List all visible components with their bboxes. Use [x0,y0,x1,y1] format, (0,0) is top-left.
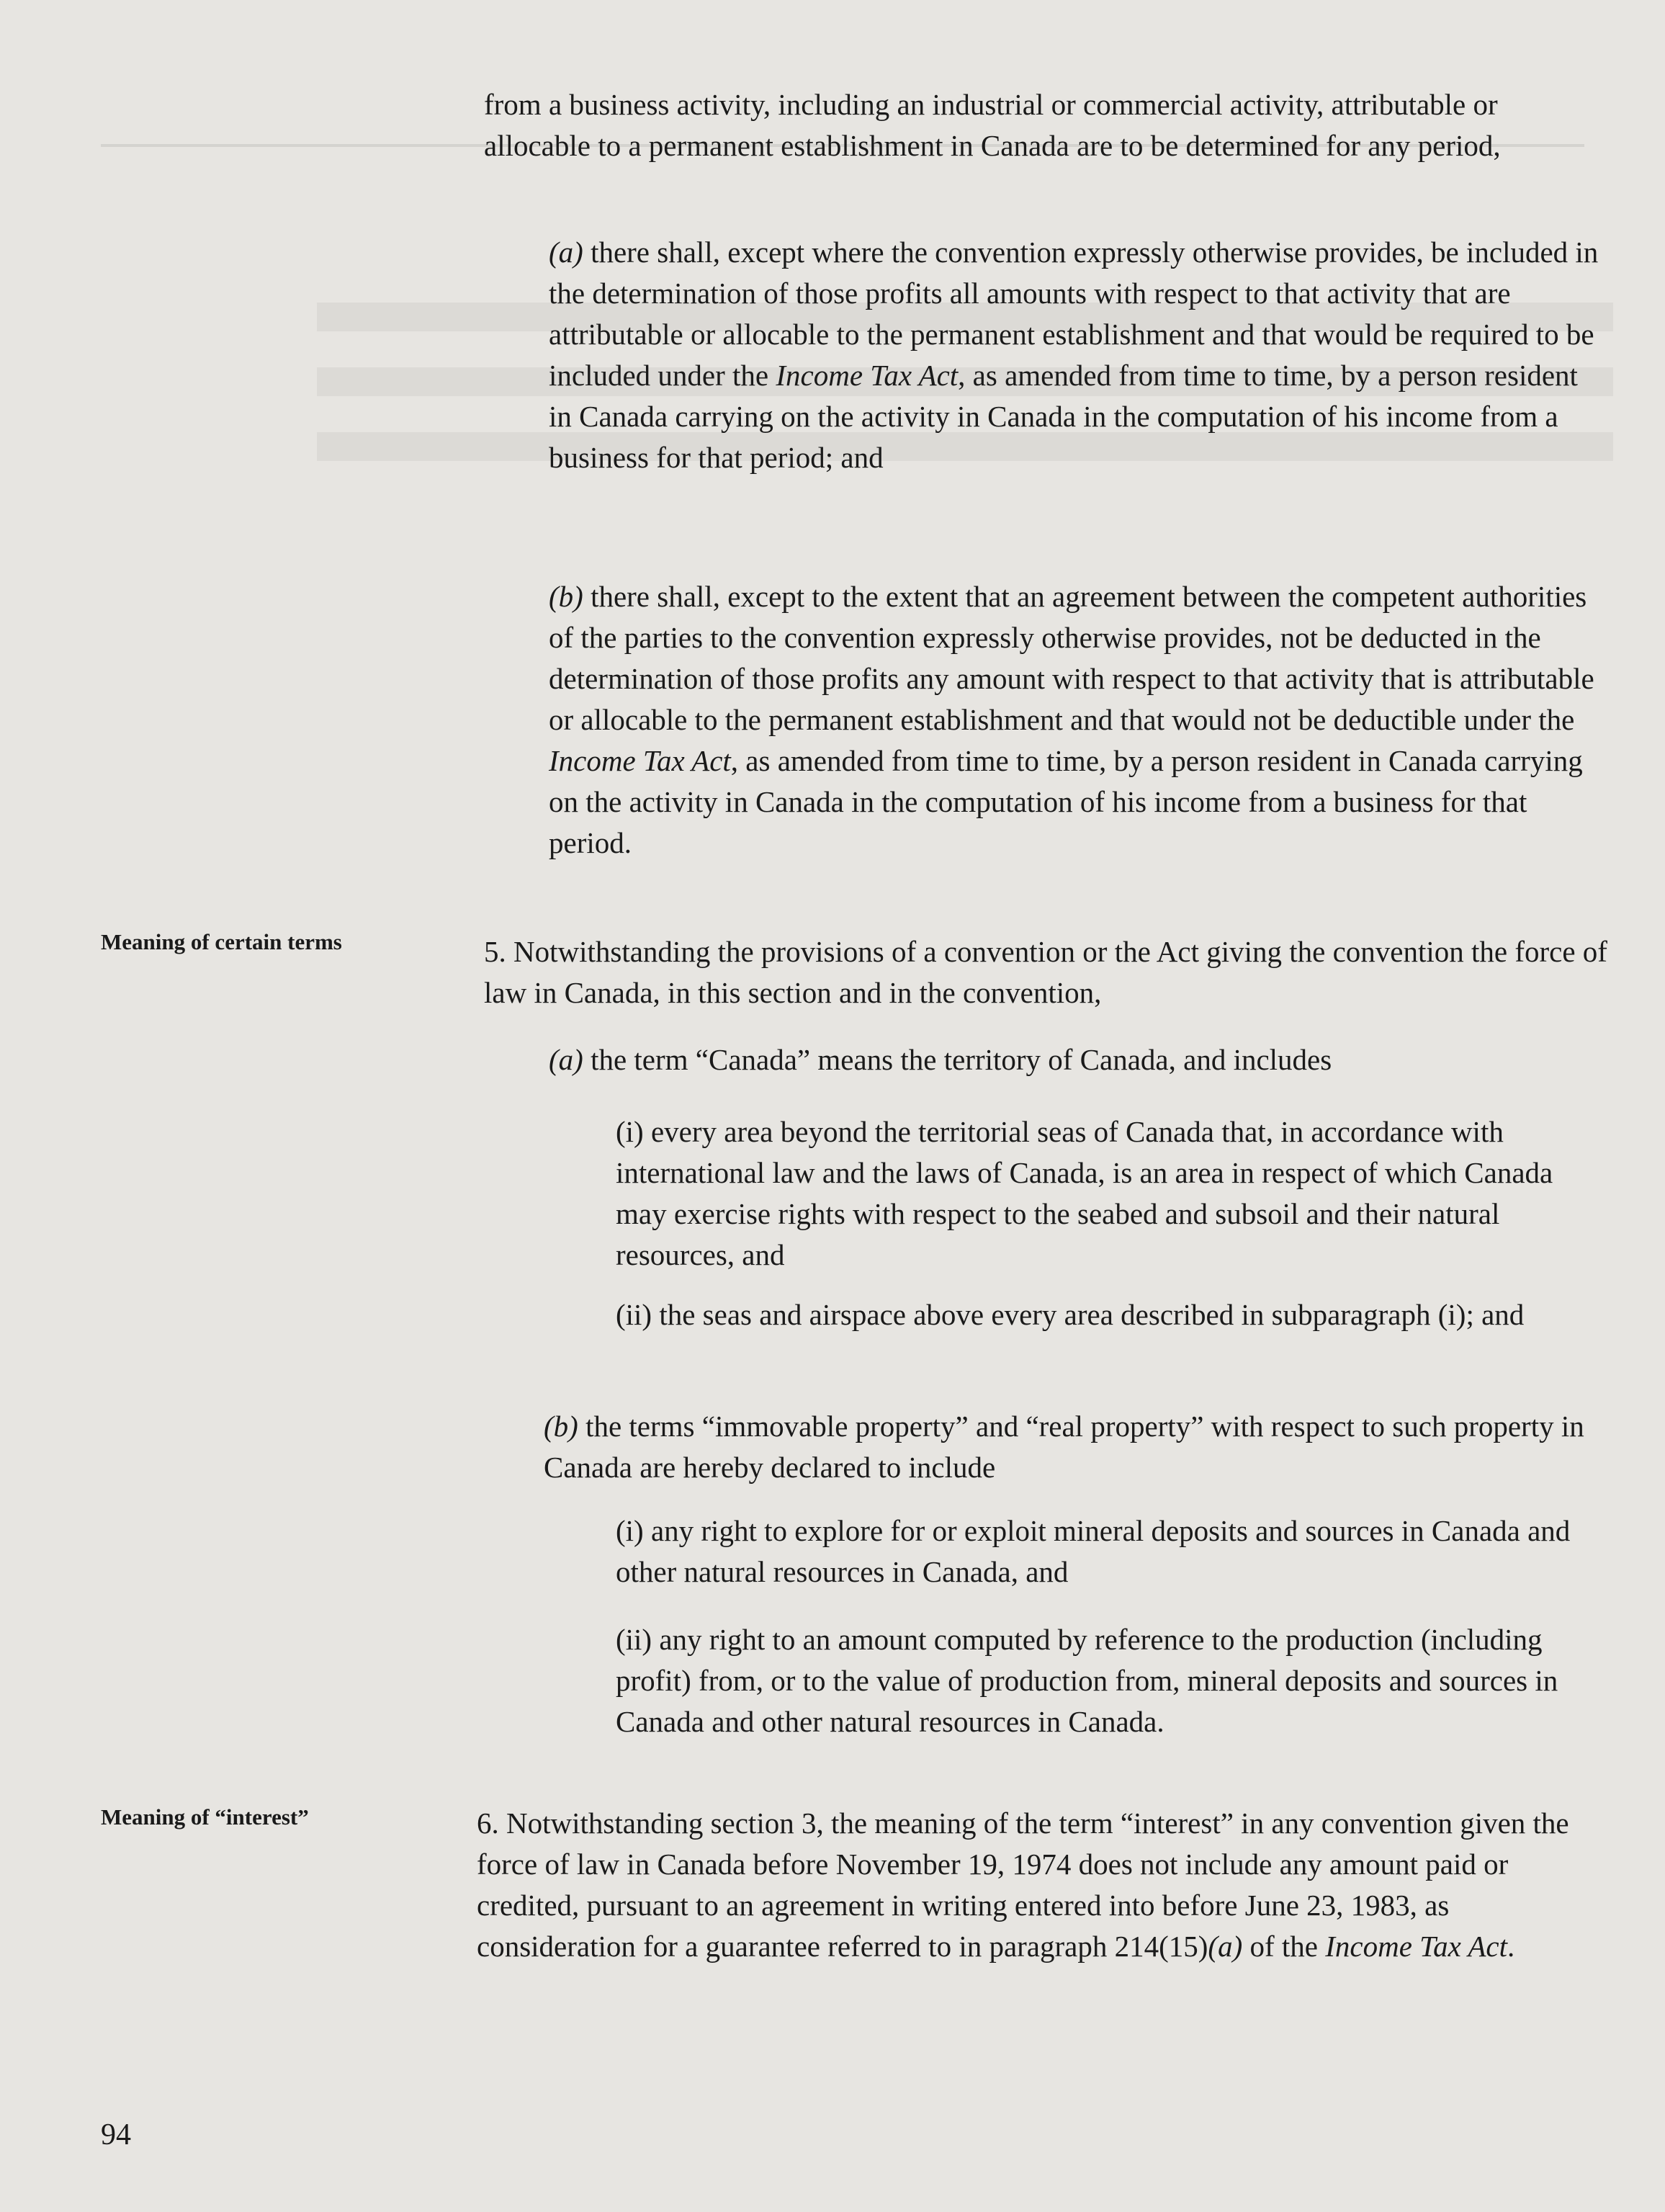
page-number: 94 [101,2118,131,2151]
paragraph-intro: from a business activity, including an industrial or commercial activity, attributable or allocable to a permanent establishment in Canada are to be determined for any period, [484,88,1501,162]
section-6 [477,1803,1607,1967]
section-5-a-i: (i) every area beyond the territorial seas of Canada that, in accordance with international law and the laws of Canada, is an area in respect of which Canada may exercise rights with respect to the seabed and subsoil and their natural resources, and [616,1115,1553,1271]
section-5-b-text: the terms “immovable property” and “real property” with respect to such property in Canada are hereby declared to include [544,1410,1584,1484]
section-6-italic-act: Income Tax Act [1325,1930,1508,1963]
paragraph-b-text-1: there shall, except to the extent that an agreement between the competent authorities of the parties to the convention expressly otherwise provides, not be deducted in the determination of those profits any amount with respect to that activity that is attributable or allocable to the permanent establishment and that would not be deductible under the [549,580,1594,736]
section-6-text-3: . [1507,1930,1515,1963]
section-5: 5. Notwithstanding the provisions of a convention or the Act giving the convention the force of law in Canada, in this section and in the convention, [484,935,1607,1009]
paragraph-b-text-2: , as amended from time to time, by a person resident in Canada carrying on the activity in Canada in the computation of his income from a business for that period. [549,744,1583,859]
section-5-a-ii: (ii) the seas and airspace above every area described in subparagraph (i); and [616,1298,1525,1331]
paragraph-a-label: (a) [549,236,583,269]
section-5-a-text: the term “Canada” means the territory of Canada, and includes [583,1043,1332,1076]
section-5-b-i: (i) any right to explore for or exploit mineral deposits and sources in Canada and other natural resources in Canada, and [616,1514,1571,1588]
section-5-b [544,1406,1595,1488]
paragraph-b-label: (b) [549,580,583,613]
section-6-text-2: of the [1242,1930,1326,1963]
section-6-text-1: 6. Notwithstanding section 3, the meaning of the term “interest” in any convention given the force of law in Canada before November 19, 1974 does not include any amount paid or credited, pursuant to an agreement in writing entered into before June 23, 1983, as consideration for a guarantee referred to in paragraph 214(15) [477,1806,1569,1963]
paragraph-a [549,232,1607,478]
paragraph-a-text-1: there shall, except where the convention expressly otherwise provides, be included in the determination of those profits all amounts with respect to that activity that are attributable or allocable to the permanent establishment and that would be required to be included under the [549,236,1599,392]
paragraph-a-text-2: , as amended from time to time, by a person resident in Canada carrying on the activity in Canada in the computation of his income from a business for that period; and [549,359,1578,474]
paragraph-b-italic: Income Tax Act [549,744,731,777]
paragraph-b [549,576,1607,864]
section-5-a-label: (a) [549,1043,583,1076]
margin-note-certain-terms: Meaning of certain terms [101,929,342,954]
section-5-b-label: (b) [544,1410,578,1443]
section-6-italic-a: (a) [1208,1930,1243,1963]
paragraph-a-italic: Income Tax Act [776,359,959,392]
section-5-b-ii: (ii) any right to an amount computed by reference to the production (including profit) from, or to the value of production from, mineral deposits and sources in Canada and other natural resources in Canada. [616,1623,1558,1738]
section-5-a [549,1039,1607,1080]
margin-note-interest: Meaning of “interest” [101,1804,309,1830]
